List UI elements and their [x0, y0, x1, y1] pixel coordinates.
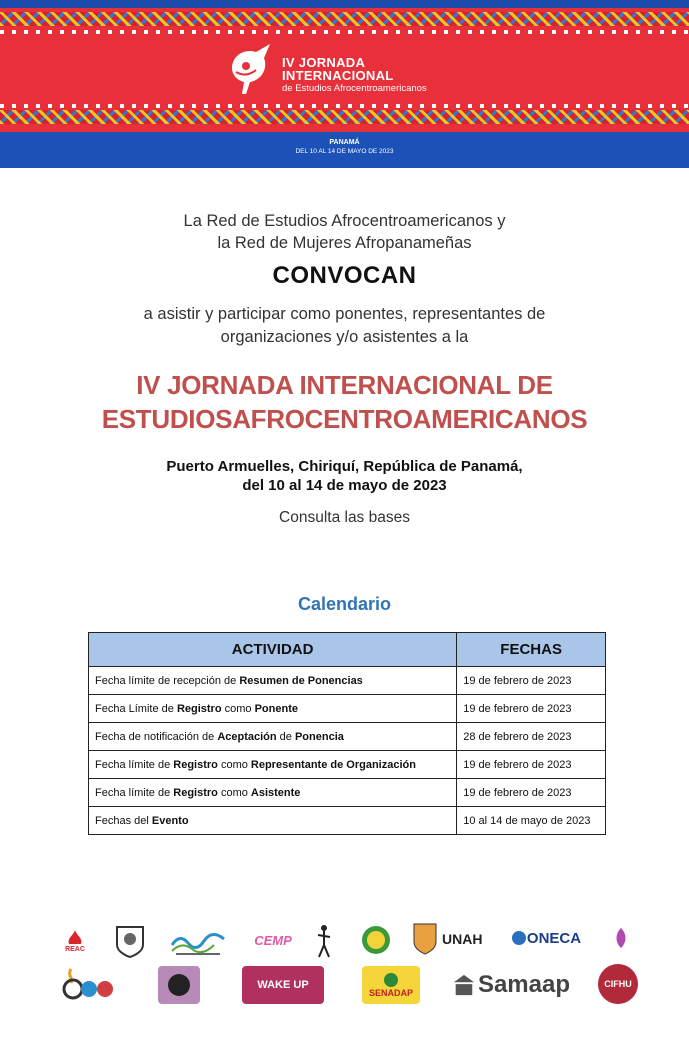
samaap-label: Samaap	[477, 971, 570, 998]
activity-text: como	[221, 702, 255, 715]
reac-label: REAC	[65, 945, 85, 953]
oneca-logo	[508, 920, 584, 956]
table-row	[89, 667, 606, 695]
activity-text: de	[276, 730, 295, 743]
location-line-1: Puerto Armuelles, Chiriquí, República de Panamá,	[166, 458, 523, 475]
date-cell: 28 de febrero de 2023	[457, 723, 606, 751]
unah-crest-icon	[412, 922, 438, 956]
rmca-icon	[611, 926, 631, 950]
convocan-heading: CONVOCAN	[272, 262, 417, 289]
bird-logo-icon	[226, 42, 274, 98]
green-seal-logo	[360, 924, 392, 956]
activity-cell	[89, 667, 457, 695]
wakeup-logo	[242, 966, 324, 1004]
activity-cell	[89, 807, 457, 835]
activity-bold-text: Ponencia	[294, 730, 344, 743]
capas-logo	[158, 966, 200, 1004]
header-activity: ACTIVIDAD	[89, 633, 457, 667]
dancer-icon	[315, 923, 333, 959]
green-seal-icon	[360, 924, 392, 956]
dancer-logo	[314, 922, 334, 960]
banner-pattern-top	[0, 12, 689, 26]
date-cell: 19 de febrero de 2023	[457, 667, 606, 695]
event-title-line-1: IV JORNADA INTERNACIONAL DE	[136, 370, 553, 400]
logo-line-3: de Estudios Afrocentroamericanos	[282, 83, 427, 94]
invitation-line-2: organizaciones y/o asistentes a la	[220, 328, 469, 346]
banner-pattern-bottom	[0, 110, 689, 124]
date-cell: 19 de febrero de 2023	[457, 779, 606, 807]
activity-bold-text: Resumen de Ponencias	[239, 674, 363, 687]
table-row	[89, 695, 606, 723]
table-row	[89, 751, 606, 779]
organizer-line-2: la Red de Mujeres Afropanameñas	[217, 234, 472, 252]
banner-dates: DEL 10 AL 14 DE MAYO DE 2023	[295, 148, 394, 155]
sponsor-waves-logo	[170, 926, 226, 958]
activity-text: Fecha de notificación de	[95, 730, 218, 743]
invitation-line-1: a asistir y participar como ponentes, representantes de	[143, 305, 546, 323]
activity-text: Fecha límite de	[95, 786, 174, 799]
cemp-logo	[248, 926, 298, 954]
calendar-title: Calendario	[297, 594, 392, 614]
banner-zigzag-top	[0, 30, 689, 34]
wakeup-label: WAKE UP	[257, 979, 309, 991]
museum-icon	[452, 972, 476, 998]
activity-text: Fecha límite de	[95, 758, 174, 771]
organizer-line-1: La Red de Estudios Afrocentroamericanos y	[183, 212, 506, 230]
event-logo	[226, 40, 466, 100]
header-dates: FECHAS	[457, 633, 606, 667]
unah-label: UNAH	[442, 931, 483, 947]
unah-logo	[412, 920, 500, 958]
table-row	[89, 807, 606, 835]
activity-text: Fechas del	[95, 814, 152, 827]
table-row	[89, 723, 606, 751]
location-line-2: del 10 al 14 de mayo de 2023	[242, 477, 447, 494]
oneca-label: ONECA	[526, 929, 582, 947]
globe-icon	[511, 930, 527, 946]
activity-text: Fecha Límite de	[95, 702, 177, 715]
activity-bold-text: Registro	[173, 758, 218, 771]
table-header-row	[89, 633, 606, 667]
activity-cell	[89, 751, 457, 779]
senadap-label: SENADAP	[368, 988, 413, 998]
capas-icon	[166, 972, 192, 998]
activity-bold-text: Ponente	[254, 702, 298, 715]
activity-cell	[89, 695, 457, 723]
activity-text: como	[217, 758, 251, 771]
cemp-label: CEMP	[254, 932, 292, 948]
date-cell: 10 al 14 de mayo de 2023	[457, 807, 606, 835]
reac-flame-icon	[65, 928, 85, 946]
logo-line-2: INTERNACIONAL	[282, 68, 394, 83]
banner-place: PANAMÁ	[329, 139, 360, 146]
bases-link[interactable]: Consulta las bases	[279, 509, 410, 526]
activity-bold-text: Aceptación	[217, 730, 277, 743]
waves-icon	[170, 927, 226, 957]
activity-bold-text: Registro	[173, 786, 218, 799]
activity-bold-text: Representante de Organización	[250, 758, 416, 771]
cifhu-label: CIFHU	[604, 979, 632, 989]
logo-line-1: IV JORNADA	[282, 55, 366, 70]
unam-crest-icon	[113, 923, 147, 959]
banner-top-bar	[0, 0, 689, 8]
reac-logo	[58, 922, 92, 958]
cifhu-logo	[598, 964, 638, 1004]
date-cell: 19 de febrero de 2023	[457, 751, 606, 779]
table-row	[89, 779, 606, 807]
date-cell: 19 de febrero de 2023	[457, 695, 606, 723]
event-title-line-2: ESTUDIOSAFROCENTROAMERICANOS	[101, 404, 588, 434]
activity-bold-text: Registro	[176, 702, 222, 715]
activity-text: Fecha límite de recepción de	[95, 674, 240, 687]
activity-bold-text: Asistente	[250, 786, 301, 799]
activity-cell	[89, 723, 457, 751]
samaap-logo	[452, 966, 570, 1004]
occ-logo	[58, 966, 120, 1002]
occ-icon	[59, 967, 119, 1001]
rmca-logo	[606, 920, 636, 956]
senadap-emblem-icon	[382, 972, 400, 988]
activity-cell	[89, 779, 457, 807]
schedule-table	[88, 632, 606, 835]
senadap-logo	[362, 966, 420, 1004]
activity-text: como	[217, 786, 251, 799]
activity-bold-text: Evento	[151, 814, 189, 827]
banner-zigzag-bottom	[0, 104, 689, 108]
header-banner	[0, 0, 689, 168]
unam-logo	[112, 922, 148, 960]
